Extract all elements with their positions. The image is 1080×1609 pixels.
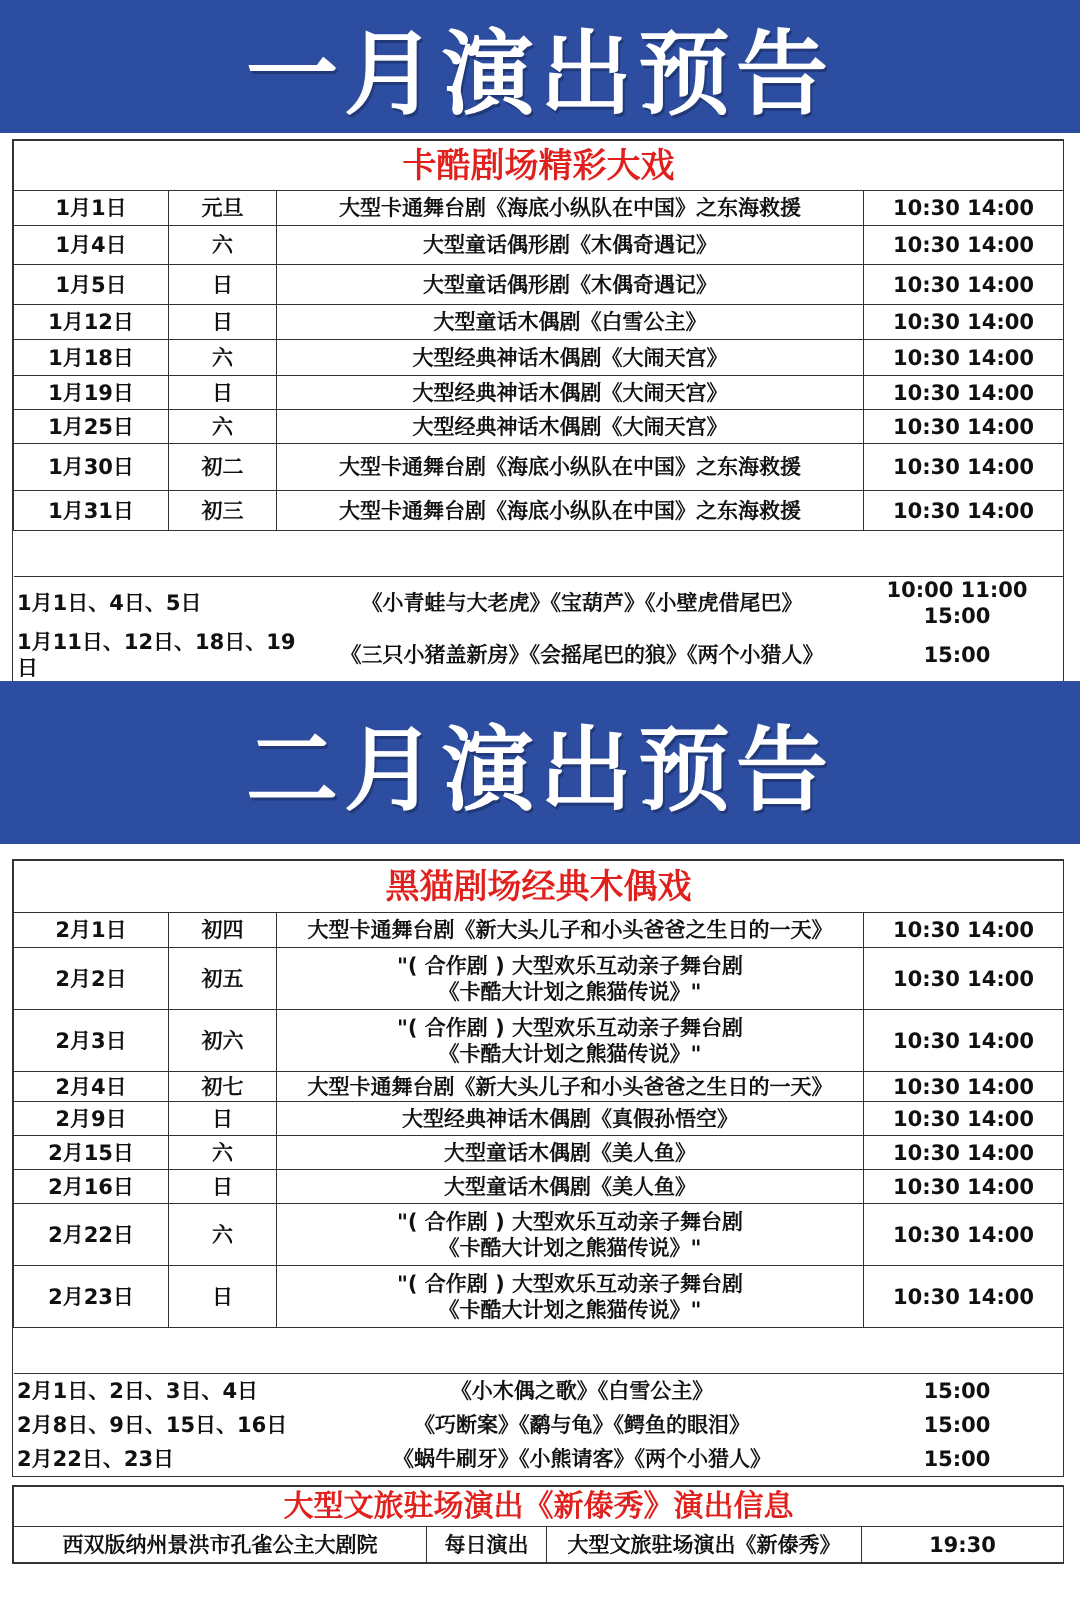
- time-cell: 10:30 14:00: [864, 1102, 1064, 1136]
- show-cell: 大型经典神话木偶剧《大闹天宫》: [277, 376, 864, 410]
- show-cell: 大型经典神话木偶剧《大闹天宫》: [277, 410, 864, 444]
- table-row: [14, 1010, 1064, 1072]
- show-line-2: 《卡酷大计划之熊猫传说》": [438, 979, 702, 1004]
- date-cell: 1月4日: [14, 226, 169, 265]
- time-cell: 10:30 14:00: [864, 491, 1064, 531]
- show-cell: [277, 948, 864, 1010]
- extra-dates: 2月8日、9日、15日、16日: [17, 1413, 288, 1437]
- date-cell: 1月25日: [14, 410, 169, 444]
- show-cell: [277, 1136, 864, 1170]
- show-cell: 大型卡通舞台剧《海底小纵队在中国》之东海救援: [277, 191, 864, 226]
- february-table: [13, 860, 1064, 1374]
- day-cell: 日: [169, 376, 277, 410]
- show-cell: 大型文旅驻场演出《新傣秀》: [547, 1527, 862, 1563]
- show-line: "( 合作剧 ) 大型欢乐互动亲子舞台剧: [396, 953, 744, 978]
- extra-time: 15:00: [923, 1447, 991, 1471]
- show-cell: [277, 1010, 864, 1072]
- time-cell: 19:30: [862, 1527, 1064, 1563]
- february-heading: 二月演出预告: [245, 715, 834, 824]
- extra-time: 15:00: [923, 643, 991, 667]
- time-cell: 10:30 14:00: [864, 265, 1064, 305]
- day-cell: 初二: [169, 444, 277, 491]
- date-cell: 2月23日: [14, 1266, 169, 1328]
- date-cell: 1月30日: [14, 444, 169, 491]
- show-cell: 大型经典神话木偶剧《大闹天宫》: [277, 340, 864, 376]
- date-cell: 2月3日: [14, 1010, 169, 1072]
- table-row: [14, 491, 1064, 531]
- frequency-cell: 每日演出: [427, 1527, 547, 1563]
- date-cell: 1月18日: [14, 340, 169, 376]
- day-cell: 六: [169, 340, 277, 376]
- show-line: 大型卡通舞台剧《新大头儿子和小头爸爸之生日的一天》: [307, 918, 833, 942]
- show-line: 大型经典神话木偶剧《真假孙悟空》: [402, 1106, 738, 1131]
- show-line: 大型童话木偶剧《美人鱼》: [444, 1174, 696, 1199]
- table-row: [14, 1102, 1064, 1136]
- february-schedule: [12, 859, 1064, 1477]
- show-cell: 大型卡通舞台剧《海底小纵队在中国》之东海救援: [277, 491, 864, 531]
- show-cell: [277, 1266, 864, 1328]
- table-row: [14, 948, 1064, 1010]
- extra-time: 15:00: [923, 1379, 991, 1403]
- extra-dates: 1月1日、4日、5日: [17, 591, 202, 615]
- time-cell: 10:30 14:00: [864, 340, 1064, 376]
- table-row: [14, 1204, 1064, 1266]
- day-cell: 日: [169, 1170, 277, 1204]
- day-cell: 六: [169, 1136, 277, 1170]
- day-cell: 六: [169, 1204, 277, 1266]
- date-cell: 2月2日: [14, 948, 169, 1010]
- extra-row: [13, 1442, 1063, 1476]
- day-cell: 六: [169, 226, 277, 265]
- time-cell: 10:30 14:00: [864, 1136, 1064, 1170]
- extra-shows: 《三只小猪盖新房》《会摇尾巴的狼》《两个小猎人》: [340, 643, 824, 667]
- date-cell: 2月15日: [14, 1136, 169, 1170]
- show-line-2: 《卡酷大计划之熊猫传说》": [438, 1235, 702, 1260]
- extra-shows: 《小青蛙与大老虎》《宝葫芦》《小壁虎借尾巴》: [361, 591, 803, 615]
- date-cell: 2月4日: [14, 1072, 169, 1102]
- date-cell: 1月31日: [14, 491, 169, 531]
- extra-shows: 《蜗牛刷牙》《小熊请客》《两个小猎人》: [393, 1447, 771, 1471]
- day-cell: 日: [169, 1266, 277, 1328]
- february-extra-table: [13, 1374, 1063, 1476]
- day-cell: 六: [169, 410, 277, 444]
- time-cell: 10:30 14:00: [864, 1072, 1064, 1102]
- date-cell: 2月1日: [14, 913, 169, 948]
- time-cell: 10:30 14:00: [864, 305, 1064, 340]
- january-banner: [0, 0, 1080, 133]
- day-cell: 初六: [169, 1010, 277, 1072]
- show-line: 大型卡通舞台剧《新大头儿子和小头爸爸之生日的一天》: [307, 1074, 833, 1099]
- time-cell: 10:30 14:00: [864, 948, 1064, 1010]
- show-line-2: 《卡酷大计划之熊猫传说》": [438, 1297, 702, 1322]
- time-cell: 10:30 14:00: [864, 191, 1064, 226]
- extra-row: [13, 1408, 1063, 1442]
- table-row: [14, 410, 1064, 444]
- time-cell: 10:30 14:00: [864, 1204, 1064, 1266]
- time-cell: 10:30 14:00: [864, 376, 1064, 410]
- day-cell: 初七: [169, 1072, 277, 1102]
- time-cell: 10:30 14:00: [864, 444, 1064, 491]
- table-row: [14, 376, 1064, 410]
- show-cell: [277, 913, 864, 948]
- table-row: [14, 913, 1064, 948]
- show-cell: 大型童话偶形剧《木偶奇遇记》: [277, 265, 864, 305]
- extra-time: 15:00: [923, 1413, 991, 1437]
- february-banner: [0, 681, 1080, 844]
- show-cell: [277, 1102, 864, 1136]
- date-cell: 1月5日: [14, 265, 169, 305]
- table-row: [14, 305, 1064, 340]
- extra-dates: 2月22日、23日: [17, 1447, 175, 1471]
- day-cell: 日: [169, 265, 277, 305]
- january-schedule: [12, 139, 1064, 715]
- show-line: "( 合作剧 ) 大型欢乐互动亲子舞台剧: [396, 1271, 744, 1296]
- extra-row: [13, 577, 1063, 629]
- table-row: [14, 444, 1064, 491]
- time-cell: 10:30 14:00: [864, 1266, 1064, 1328]
- show-cell: [277, 1170, 864, 1204]
- extra-time: 10:00 11:00 15:00: [886, 578, 1028, 628]
- table-row: [14, 1170, 1064, 1204]
- date-cell: 2月22日: [14, 1204, 169, 1266]
- table-row: [14, 1266, 1064, 1328]
- table-row: [14, 226, 1064, 265]
- time-cell: 10:30 14:00: [864, 913, 1064, 948]
- footer-title: 大型文旅驻场演出《新傣秀》演出信息: [14, 1487, 1064, 1527]
- show-line-2: 《卡酷大计划之熊猫传说》": [438, 1041, 702, 1066]
- date-cell: 1月19日: [14, 376, 169, 410]
- time-cell: 10:30 14:00: [864, 1170, 1064, 1204]
- extra-dates: 1月11日、12日、18日、19日: [17, 630, 296, 680]
- day-cell: 日: [169, 305, 277, 340]
- extra-row: [13, 629, 1063, 681]
- spacer-row: [14, 1328, 1064, 1374]
- table-row: [14, 340, 1064, 376]
- day-cell: 初五: [169, 948, 277, 1010]
- show-cell: 大型卡通舞台剧《海底小纵队在中国》之东海救援: [277, 444, 864, 491]
- date-cell: 2月9日: [14, 1102, 169, 1136]
- time-cell: 10:30 14:00: [864, 1010, 1064, 1072]
- footer-table: [13, 1486, 1064, 1563]
- show-line: "( 合作剧 ) 大型欢乐互动亲子舞台剧: [396, 1209, 744, 1234]
- table-row: [14, 265, 1064, 305]
- show-line: 大型童话木偶剧《美人鱼》: [444, 1140, 696, 1165]
- show-line: "( 合作剧 ) 大型欢乐互动亲子舞台剧: [396, 1015, 744, 1040]
- date-cell: 1月1日: [14, 191, 169, 226]
- january-section-title: 卡酷剧场精彩大戏: [14, 141, 1064, 191]
- show-cell: 大型童话偶形剧《木偶奇遇记》: [277, 226, 864, 265]
- table-row: [14, 191, 1064, 226]
- venue-cell: 西双版纳州景洪市孔雀公主大剧院: [14, 1527, 427, 1563]
- show-cell: 大型童话木偶剧《白雪公主》: [277, 305, 864, 340]
- table-row: [14, 1136, 1064, 1170]
- date-cell: 1月12日: [14, 305, 169, 340]
- january-table: [13, 140, 1064, 577]
- show-cell: [277, 1204, 864, 1266]
- extra-row: [13, 1374, 1063, 1408]
- extra-shows: 《巧断案》《鹬与龟》《鳄鱼的眼泪》: [414, 1413, 750, 1437]
- footer-info: [12, 1485, 1064, 1564]
- spacer-row: [14, 531, 1064, 577]
- extra-shows: 《小木偶之歌》《白雪公主》: [450, 1379, 714, 1403]
- day-cell: 日: [169, 1102, 277, 1136]
- time-cell: 10:30 14:00: [864, 410, 1064, 444]
- footer-row: [14, 1527, 1064, 1563]
- table-row: [14, 1072, 1064, 1102]
- extra-dates: 2月1日、2日、3日、4日: [17, 1379, 259, 1403]
- day-cell: 初四: [169, 913, 277, 948]
- january-heading: 一月演出预告: [245, 19, 834, 128]
- day-cell: 初三: [169, 491, 277, 531]
- day-cell: 元旦: [169, 191, 277, 226]
- show-cell: [277, 1072, 864, 1102]
- time-cell: 10:30 14:00: [864, 226, 1064, 265]
- date-cell: 2月16日: [14, 1170, 169, 1204]
- february-section-title: 黑猫剧场经典木偶戏: [14, 861, 1064, 913]
